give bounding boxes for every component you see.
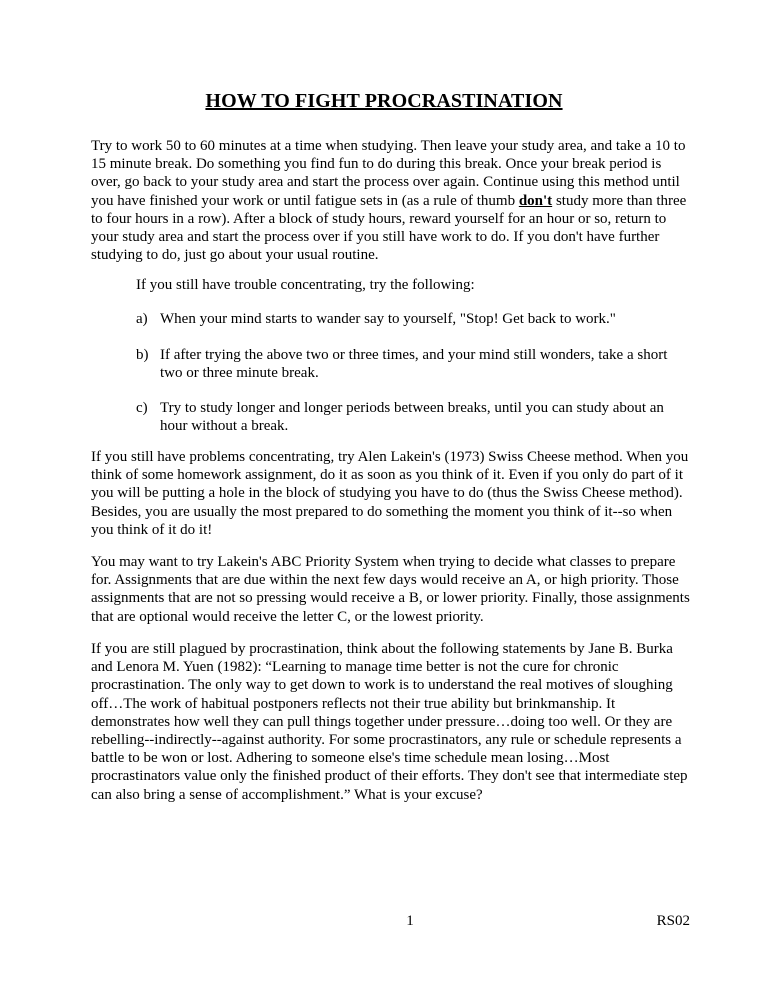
list-item-text: When your mind starts to wander say to yourself, "Stop! Get back to work."	[160, 311, 616, 327]
list-item	[136, 310, 680, 328]
emphasis-dont: don't	[518, 192, 553, 209]
list-item	[136, 346, 680, 382]
paragraph-swiss-cheese: If you still have problems concentrating, try Alen Lakein's (1973) Swiss Cheese method. When you think of some homework assignment, do it as soon as you think of it. Even if you only do part of it you will be putting a hole in the block of studying you have to do (thus the Swiss Cheese method). Besides, you are usually the most prepared to do something the moment you think of it--so when you think of it do it!	[91, 449, 689, 538]
list-marker: c)	[136, 400, 148, 416]
tips-list	[136, 310, 668, 440]
page-number: 1	[406, 913, 414, 929]
page-title: HOW TO FIGHT PROCRASTINATION	[205, 90, 563, 112]
list-intro: If you still have trouble concentrating, try the following:	[136, 277, 475, 293]
list-item	[136, 399, 680, 435]
paragraph-burka-yuen-quote: If you are still plagued by procrastination, think about the following statements by Jane B. Burka and Lenora M. Yuen (1982): “Learning to manage time better is not the cure for chronic procrastination. The only way to get down to work is to understand the real motives of sloughing off…The work of habitual postponers reflects not their true ability but brinkmanship. It demonstrates how well they can pull things together under pressure…doing too well. Or they are rebelling--indirectly--against authority. For some procrastinators, any rule or schedule represents a battle to be won or lost. Adhering to someone else's time schedule mean losing…Most procrastinators value only the finished product of their efforts. They don't see that intermediate step can also bring a sense of accomplishment.” What is your excuse?	[91, 641, 688, 803]
list-item-text: If after trying the above two or three times, and your mind still wonders, take a short two or three minute break.	[160, 347, 668, 382]
paragraph-abc-priority: You may want to try Lakein's ABC Priority System when trying to decide what classes to prepare for. Assignments that are due within the next few days would receive an A, or high priority. Those assignments that are not so pressing would receive a B, or lower priority. Finally, those assignments that are optional would receive the letter C, or the lowest priority.	[91, 554, 690, 625]
document-code: RS02	[656, 913, 690, 929]
paragraph-work-intervals	[91, 137, 691, 264]
list-marker: b)	[136, 347, 149, 363]
paragraph-text: study more than three to four hours in a row). After a block of study hours, reward yourself for an hour or so, return to your study area and start the process over if you still have work to do. If you don't have further studying to do, just go about your usual routine.	[91, 192, 687, 264]
list-item-text: Try to study longer and longer periods between breaks, until you can study about an hour without a break.	[160, 400, 664, 435]
list-marker: a)	[136, 311, 148, 327]
paragraph-text: Try to work 50 to 60 minutes at a time when studying. Then leave your study area, and take a 10 to 15 minute break. Do something you find fun to do during this break. Once your break period is over, go back to your study area and start the process over again. Continue using this method until you have finished your work or until fatigue sets in (as a rule of thumb	[91, 138, 686, 209]
